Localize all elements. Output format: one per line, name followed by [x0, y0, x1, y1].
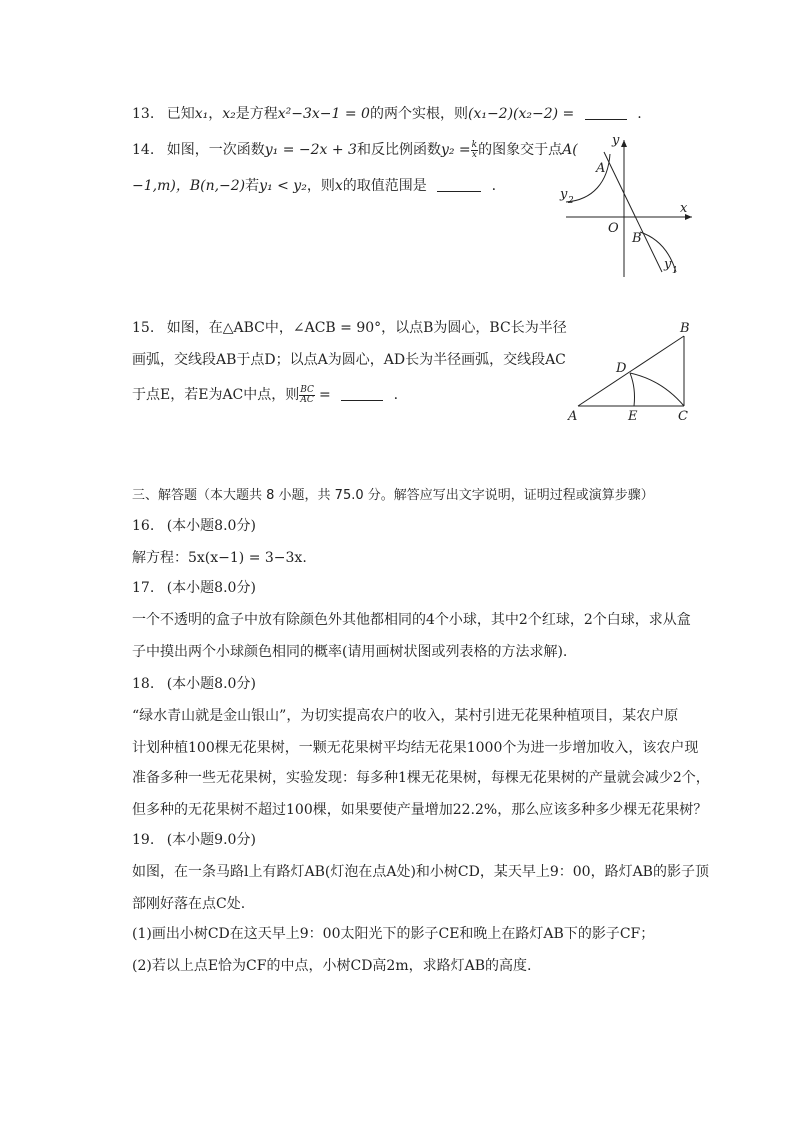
- label-y1: y: [664, 257, 672, 272]
- q17-line-2: 子中摸出两个小球颜色相同的概率(请用画树状图或列表格的方法求解).: [132, 644, 568, 660]
- q15-answer-blank[interactable]: [341, 386, 383, 401]
- q14-fraction: [471, 141, 478, 160]
- q16-text: 解方程：5x(x−1) = 3−3x.: [132, 550, 307, 566]
- label-c: C: [678, 409, 688, 424]
- q14-text-f: 的取值范围是: [342, 178, 427, 194]
- q19-line-3: (1)画出小树CD在这天早上9：00太阳光下的影子CE和晚上在路灯AB下的影子CF；: [132, 926, 655, 942]
- q14-point-b: B(n,−2): [189, 178, 246, 194]
- q14-line-2: [132, 176, 496, 196]
- q14-text-e: ，则: [306, 178, 335, 194]
- q19-line-1: 如图，在一条马路l上有路灯AB(灯泡在点A处)和小树CD，某天早上9：00，路灯AB的影子顶: [132, 864, 709, 880]
- q19-line-2: 部刚好落在点C处.: [132, 896, 246, 912]
- q14-point-a-cont: −1,m)，: [132, 178, 190, 194]
- arc-from-b: [630, 373, 684, 406]
- label-y1-subscript: 1: [672, 266, 678, 276]
- label-b: B: [632, 231, 642, 246]
- q14-line-1: [132, 140, 578, 160]
- y-axis-arrow-icon: [621, 140, 627, 147]
- q13-number: 13.: [132, 106, 155, 122]
- q14-fraction-num: k: [471, 139, 478, 150]
- q14-text-a: 如图，一次函数: [166, 142, 265, 158]
- label-a: A: [596, 161, 606, 176]
- label-b: B: [680, 321, 690, 336]
- q18-line-2: 计划种植100棵无花果树，一颗无花果树平均结无花果1000个为进一步增加收入，该农户现: [132, 740, 699, 756]
- q14-answer-blank[interactable]: [437, 177, 481, 192]
- q19-points: (本小题9.0分): [166, 832, 256, 848]
- q15-equals: =: [318, 387, 331, 403]
- q13-mid: 是方程: [235, 106, 278, 122]
- q15-text-2: 画弧，交线段AB于点D；以点A为圆心，AD长为半径画弧，交线段AC: [132, 352, 566, 368]
- q18-line-1: “绿水青山就是金山银山”，为切实提高农户的收入，某村引进无花果种植项目，某农户原: [132, 708, 679, 724]
- label-x: x: [680, 201, 688, 216]
- label-o: O: [608, 221, 619, 236]
- q13-post: 的两个实根，则: [369, 106, 468, 122]
- label-y2: y: [560, 187, 568, 202]
- section-3-title: 三、解答题（本大题共 8 小题，共 75.0 分。解答应写出文字说明，证明过程或演算步骤）: [132, 488, 654, 503]
- q13-comma: ，: [208, 106, 223, 122]
- q14-text-b: 和反比例函数: [356, 142, 441, 158]
- q16-header: [132, 516, 256, 536]
- label-a: A: [568, 409, 578, 424]
- q14-number: 14.: [132, 142, 155, 158]
- q18-header: [132, 674, 256, 694]
- q15-number: 15.: [132, 320, 155, 336]
- q13-pre: 已知: [166, 106, 195, 122]
- q13-expression: (x₁−2)(x₂−2) =: [467, 106, 575, 122]
- q13-x2: x₂: [222, 106, 236, 122]
- q15-figure: [562, 318, 702, 430]
- q14-variable: x: [334, 178, 343, 194]
- q13-end: .: [637, 106, 642, 122]
- q13-x1: x₁: [194, 106, 209, 122]
- label-d: D: [616, 361, 627, 376]
- q17-points: (本小题8.0分): [166, 580, 256, 596]
- q14-function-2-lhs: y₂ =: [440, 142, 471, 158]
- q16-points: (本小题8.0分): [166, 518, 256, 534]
- q15-ratio-num: BC: [300, 384, 314, 395]
- q18-number: 18.: [132, 676, 155, 692]
- q14-text-d: 若: [245, 178, 260, 194]
- q15-end: .: [393, 387, 399, 403]
- q14-end: .: [491, 178, 497, 194]
- q15-text-1: 如图，在△ABC中，∠ACB = 90°，以点B为圆心，BC长为半径: [166, 320, 567, 336]
- q14-figure: [548, 132, 698, 282]
- q14-point-a: A(: [562, 142, 578, 158]
- q15-text-3: 于点E，若E为AC中点，则: [132, 387, 300, 403]
- q15-line-3: [132, 385, 398, 405]
- q15-ratio: [299, 386, 315, 405]
- line-y1: [604, 152, 662, 272]
- segment-ab: [578, 336, 684, 406]
- q13-answer-blank[interactable]: [585, 105, 627, 120]
- q19-number: 19.: [132, 832, 155, 848]
- label-y2-subscript: 2: [568, 196, 574, 206]
- q15-line-1: [132, 318, 567, 338]
- q18-line-4: 但多种的无花果树不超过100棵，如果要使产量增加22.2%，那么应该多种多少棵无花果树？: [132, 802, 708, 818]
- arc-from-a: [630, 373, 635, 406]
- label-y: y: [612, 133, 620, 148]
- label-e: E: [628, 409, 638, 424]
- q13-equation: x²−3x−1 = 0: [277, 106, 370, 122]
- q14-inequality: y₁ < y₂: [259, 178, 307, 194]
- q18-line-3: 准备多种一些无花果树，实验发现：每多种1棵无花果树，每棵无花果树的产量就会减少2个，: [132, 770, 710, 786]
- q17-line-1: 一个不透明的盒子中放有除颜色外其他都相同的4个小球，其中2个红球，2个白球，求从盒: [132, 612, 691, 628]
- q18-points: (本小题8.0分): [166, 676, 256, 692]
- q14-text-c: 的图象交于点: [478, 142, 563, 158]
- q15-line-2: [132, 350, 566, 370]
- q17-header: [132, 578, 256, 598]
- q16-number: 16.: [132, 518, 155, 534]
- q13-line: [132, 104, 642, 124]
- q15-ratio-den: AC: [300, 394, 314, 405]
- q14-function-1: y₁ = −2x + 3: [264, 142, 357, 158]
- q14-fraction-den: x: [471, 149, 477, 160]
- q19-line-4: (2)若以上点E恰为CF的中点，小树CD高2m，求路灯AB的高度.: [132, 958, 532, 974]
- q17-number: 17.: [132, 580, 155, 596]
- q19-header: [132, 830, 256, 850]
